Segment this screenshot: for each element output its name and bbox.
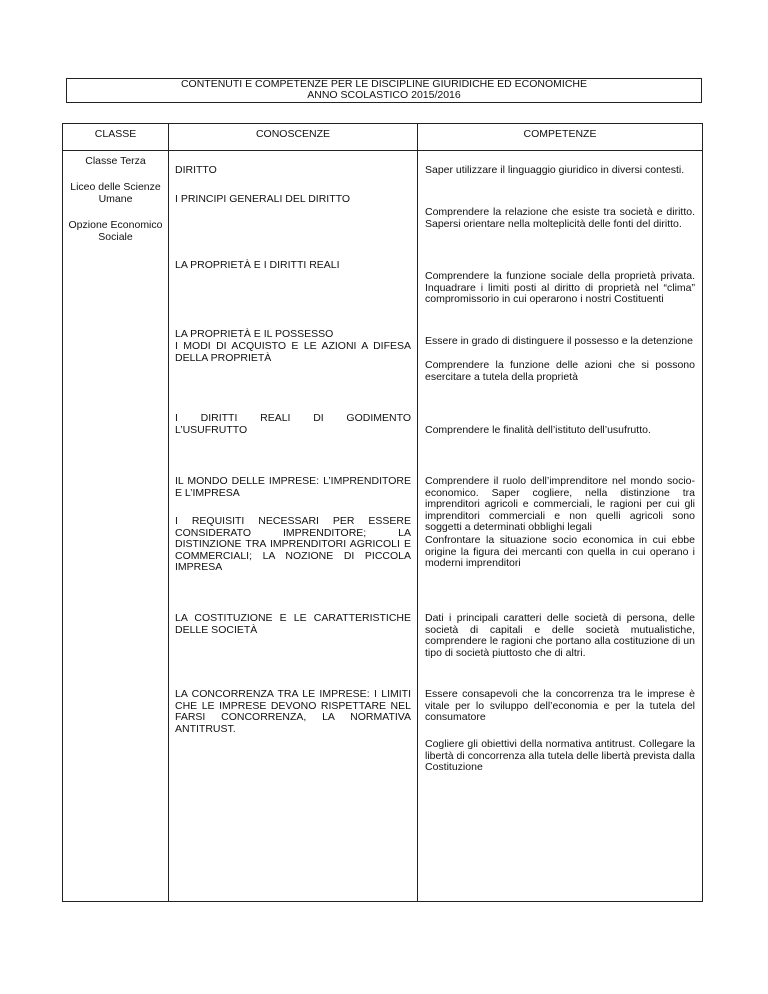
- competenza-item: Comprendere la funzione sociale della proprietà privata. Inquadrare i limiti posti al diritto di proprietà nel “clima” compromissorio in cui operarono i nostri Costituenti: [425, 270, 695, 305]
- document-header: [66, 78, 702, 103]
- classe-year: Classe Terza: [85, 155, 146, 167]
- competenza-item: Cogliere gli obiettivi della normativa antitrust. Collegare la libertà di concorrenza alla tutela delle libertà prevista dalla Costituzione: [425, 738, 695, 773]
- conoscenza-item: I REQUISITI NECESSARI PER ESSERE CONSIDERATO IMPRENDITORE; LA DISTINZIONE TRA IMPRENDITORI AGRICOLI E COMMERCIALI; LA NOZIONE DI PICCOLA IMPRESA: [175, 515, 411, 573]
- competenze-cell: [418, 151, 703, 902]
- competenza-item: Confrontare la situazione socio economica in cui ebbe origine la figura dei mercanti con quella in cui operano i moderni imprenditori: [425, 534, 695, 569]
- header-classe: CLASSE: [63, 124, 169, 151]
- competenza-item: Comprendere le finalità dell’istituto dell’usufrutto.: [425, 424, 651, 436]
- conoscenza-item: LA PROPRIETÀ E I DIRITTI REALI: [175, 259, 340, 271]
- conoscenza-item: I PRINCIPI GENERALI DEL DIRITTO: [175, 193, 351, 205]
- competenza-item: Comprendere la relazione che esiste tra società e diritto. Sapersi orientare nella molteplicità delle fonti del diritto.: [425, 206, 695, 230]
- competenza-item: Essere in grado di distinguere il possesso e la detenzione: [425, 335, 693, 347]
- conoscenza-item: LA PROPRIETÀ E IL POSSESSO: [175, 328, 334, 340]
- competenza-item: Comprendere il ruolo dell’imprenditore nel mondo socio-economico. Saper cogliere, nella distinzione tra imprenditori agricoli e commerciali, le ragioni per cui gli imprenditori commerciali e non quelli agricoli sono soggetti a determinati obblighi legali: [425, 475, 695, 533]
- classe-liceo: Liceo delle Scienze Umane: [70, 181, 161, 205]
- header-competenze: COMPETENZE: [418, 124, 703, 151]
- competenza-item: Dati i principali caratteri delle società di persona, delle società di capitali e delle società mutualistiche, comprendere le ragioni che portano alla costituzione di un tipo di società piuttosto che di altri.: [425, 612, 695, 659]
- classe-cell: [63, 151, 169, 902]
- competenza-item: Essere consapevoli che la concorrenza tra le imprese è vitale per lo sviluppo dell’economia e per la tutela del consumatore: [425, 688, 695, 723]
- header-conoscenze: CONOSCENZE: [169, 124, 418, 151]
- curriculum-table: [62, 123, 703, 902]
- competenza-item: Saper utilizzare il linguaggio giuridico in diversi contesti.: [425, 164, 685, 176]
- conoscenza-item: DIRITTO: [175, 164, 217, 176]
- conoscenza-item: LA CONCORRENZA TRA LE IMPRESE: I LIMITI CHE LE IMPRESE DEVONO RISPETTARE NEL FARSI CONCORRENZA, LA NORMATIVA ANTITRUST.: [175, 688, 411, 735]
- header-year: ANNO SCOLASTICO 2015/2016: [307, 89, 461, 101]
- competenza-item: Comprendere la funzione delle azioni che si possono esercitare a tutela della proprietà: [425, 359, 695, 383]
- conoscenze-cell: [169, 151, 418, 902]
- conoscenza-item: I DIRITTI REALI DI GODIMENTO L’USUFRUTTO: [175, 412, 411, 436]
- table-row: [63, 151, 703, 902]
- conoscenza-item: I MODI DI ACQUISTO E LE AZIONI A DIFESA DELLA PROPRIETÀ: [175, 340, 411, 364]
- header-title: CONTENUTI E COMPETENZE PER LE DISCIPLINE GIURIDICHE ED ECONOMICHE: [180, 78, 588, 90]
- conoscenza-item: IL MONDO DELLE IMPRESE: L’IMPRENDITORE E L’IMPRESA: [175, 475, 411, 499]
- table-header-row: [63, 124, 703, 151]
- classe-opzione: Opzione Economico Sociale: [68, 219, 163, 243]
- conoscenza-item: LA COSTITUZIONE E LE CARATTERISTICHE DELLE SOCIETÀ: [175, 612, 411, 636]
